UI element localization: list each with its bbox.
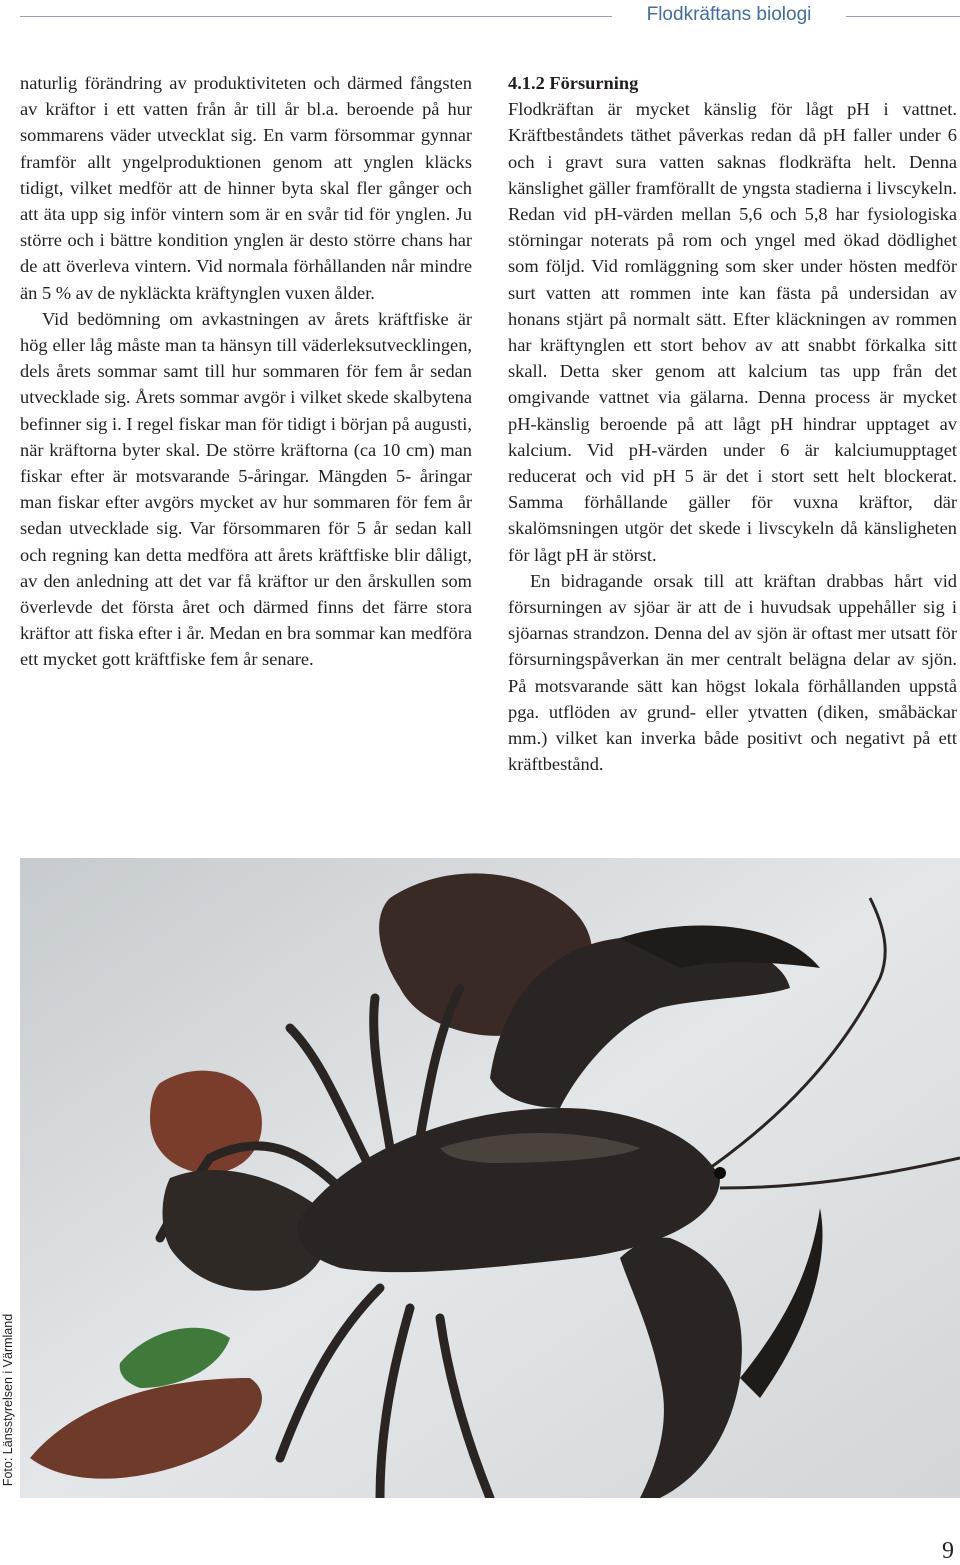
header-rule (20, 16, 612, 17)
left-text-column (20, 70, 472, 673)
body-paragraph: naturlig förändring av produktiviteten och därmed fångsten av kräftor i ett vatten från år till år bl.a. beroende på hur sommarens väder utvecklat sig. En varm försommar gynnar framför allt yngelproduktionen genom att ynglen kläcks tidigt, vilket medför att de hinner byta skal fler gånger och att äta upp sig inför vintern som är en svår tid för ynglen. Ju större och i bättre kondition ynglen är desto större chans har de att överleva vintern. Vid normala förhållanden når mindre än 5 % av de nykläckta kräftynglen vuxen ålder. (20, 73, 472, 303)
running-title: Flodkräftans biologi (646, 4, 812, 25)
crayfish-photo (20, 858, 960, 1498)
photo-credit: Foto: Länsstyrelsen i Värmland (1, 1313, 15, 1487)
right-text-column (508, 70, 957, 777)
body-paragraph: En bidragande orsak till att kräftan drabbas hårt vid försurningen av sjöar är att de i huvudsak uppehåller sig i sjöarnas strandzon. Denna del av sjön är oftast mer utsatt för försurningspåverkan än mer centralt belägna delar av sjön. På motsvarande sätt kan högst lokala förhållanden uppstå pga. utflöden av grund- eller ytvatten (diken, småbäckar mm.) vilket kan inverka både positivt och negativt på ett kräftbestånd. (508, 570, 957, 775)
body-paragraph: Vid bedömning om avkastningen av årets kräftfiske är hög eller låg måste man ta hänsyn till väderleksutvecklingen, dels årets sommar samt till hur sommaren för fem år sedan utvecklade sig. Årets sommar avgör i vilket skede skalbytena befinner sig i. I regel fiskar man för tidigt i början på augusti, när kräftorna byter skal. De större kräftorna (ca 10 cm) man fiskar efter är motsvarande 5-åringar. Mängden 5- åringar man fiskar efter avgörs mycket av hur sommaren för fem år sedan utvecklade sig. Var försommaren för 5 år sedan kall och regning kan detta medföra att årets kräftfiske blir dåligt, av den anledning att det var få kräftor ur den årskullen som överlevde det första året och därmed finns det färre stora kräftor att fiska efter i år. Medan en bra sommar kan medföra ett mycket gott kräftfiske fem år senare. (20, 308, 472, 670)
page-number: 9 (942, 1538, 954, 1564)
header-rule (846, 16, 960, 17)
section-heading: 4.1.2 Försurning (508, 73, 639, 93)
body-paragraph: Flodkräftan är mycket känslig för lågt pH i vattnet. Kräftbeståndets täthet påverkas redan då pH faller under 6 och i gravt sura vatten saknas flodkräfta helt. Denna känslighet gäller framförallt de yngsta stadierna i livscykeln. Redan vid pH-värden mellan 5,6 och 5,8 har fysiologiska störningar noterats på rom och yngel med ökad dödlighet som följd. Vid romläggning som sker under hösten medför surt vatten att rommen inte kan fästa på undersidan av honans stjärt på normalt sätt. Efter kläckningen av rommen har kräftynglen ett stort behov av att snabbt förkalka sitt skall. Detta sker genom att kalcium tas upp från det omgivande vattnet via gälarna. Denna process är mycket pH-känslig beroende på att lågt pH hindrar upptaget av kalcium. Vid pH-värden under 6 är kalciumupptaget reducerat och vid pH 5 är det i stort sett helt blockerat. Samma förhållande gäller för vuxna kräftor, där skalömsningen utgör det skede i livscykeln då känsligheten för lågt pH är störst. (508, 99, 957, 565)
crayfish-eye (714, 1167, 726, 1179)
